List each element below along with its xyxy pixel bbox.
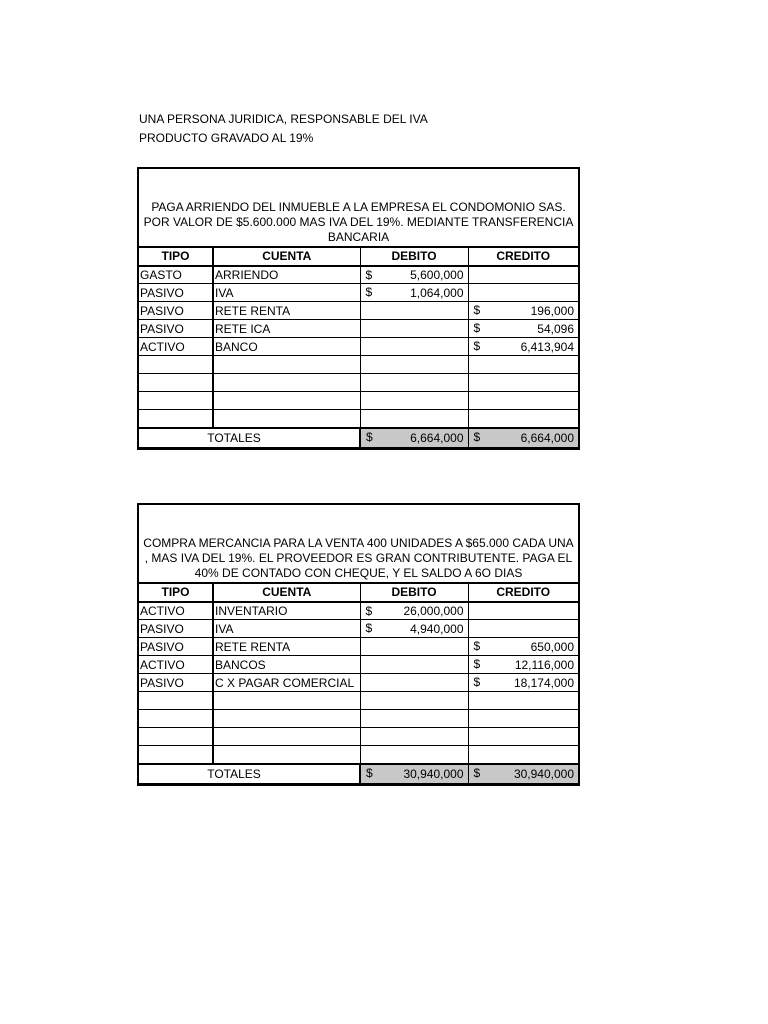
empty-row xyxy=(139,746,578,764)
cell-cuenta: RETE ICA xyxy=(213,320,360,338)
amount-value: 30,940,000 xyxy=(403,766,464,781)
cell-debito xyxy=(360,284,468,302)
cell-cuenta: BANCO xyxy=(213,338,360,356)
total-credito xyxy=(468,764,578,784)
cell-cuenta xyxy=(213,410,360,428)
cell-cuenta: INVENTARIO xyxy=(213,602,360,620)
cell-debito xyxy=(360,746,468,764)
column-header-cuenta: CUENTA xyxy=(213,248,360,266)
table-row xyxy=(139,302,578,320)
cell-credito xyxy=(468,338,578,356)
empty-row xyxy=(139,728,578,746)
header-row xyxy=(139,584,578,602)
cell-tipo xyxy=(139,710,213,728)
empty-row xyxy=(139,356,578,374)
cell-tipo: ACTIVO xyxy=(139,656,213,674)
cell-debito xyxy=(360,692,468,710)
cell-credito xyxy=(468,374,578,392)
cell-cuenta: IVA xyxy=(213,620,360,638)
column-header-credito: CREDITO xyxy=(468,584,578,602)
journal-table xyxy=(139,247,578,448)
totals-row xyxy=(139,428,578,448)
cell-cuenta xyxy=(213,746,360,764)
empty-row xyxy=(139,710,578,728)
cell-cuenta: RETE RENTA xyxy=(213,302,360,320)
column-header-debito: DEBITO xyxy=(360,248,468,266)
journal-table xyxy=(139,583,578,784)
journal-entry-2 xyxy=(137,503,580,786)
empty-row xyxy=(139,392,578,410)
journal-description: COMPRA MERCANCIA PARA LA VENTA 400 UNIDADES A $65.000 CADA UNA , MAS IVA DEL 19%. EL PROVEEDOR ES GRAN CONTRIBUTENTE. PAGA EL 40% DE CONTADO CON CHEQUE, Y EL SALDO A 6O DIAS xyxy=(139,505,578,583)
table-row xyxy=(139,674,578,692)
amount-value: 5,600,000 xyxy=(410,267,464,282)
currency-symbol: $ xyxy=(365,285,373,299)
currency-symbol: $ xyxy=(473,657,481,671)
table-row xyxy=(139,338,578,356)
cell-cuenta xyxy=(213,356,360,374)
cell-tipo xyxy=(139,356,213,374)
totals-label: TOTALES xyxy=(139,764,360,784)
cell-credito xyxy=(468,728,578,746)
cell-credito xyxy=(468,392,578,410)
cell-credito xyxy=(468,674,578,692)
cell-tipo: PASIVO xyxy=(139,620,213,638)
currency-symbol: $ xyxy=(473,303,481,317)
cell-cuenta: BANCOS xyxy=(213,656,360,674)
column-header-cuenta: CUENTA xyxy=(213,584,360,602)
table-row xyxy=(139,656,578,674)
total-credito xyxy=(468,428,578,448)
cell-debito xyxy=(360,710,468,728)
cell-credito xyxy=(468,602,578,620)
amount-value: 1,064,000 xyxy=(410,285,464,300)
column-header-credito: CREDITO xyxy=(468,248,578,266)
intro-text xyxy=(139,110,428,148)
journal-entry-1 xyxy=(137,167,580,450)
cell-debito xyxy=(360,410,468,428)
cell-cuenta: IVA xyxy=(213,284,360,302)
cell-tipo: PASIVO xyxy=(139,302,213,320)
cell-tipo xyxy=(139,746,213,764)
table-row xyxy=(139,620,578,638)
totals-label: TOTALES xyxy=(139,428,360,448)
empty-row xyxy=(139,374,578,392)
currency-symbol: $ xyxy=(473,765,481,780)
cell-debito xyxy=(360,656,468,674)
currency-symbol: $ xyxy=(366,429,373,444)
currency-symbol: $ xyxy=(473,321,481,335)
amount-value: 196,000 xyxy=(530,303,574,318)
cell-debito xyxy=(360,266,468,284)
cell-debito xyxy=(360,338,468,356)
amount-value: 6,664,000 xyxy=(520,430,574,445)
amount-value: 54,096 xyxy=(537,321,574,336)
cell-tipo: PASIVO xyxy=(139,638,213,656)
total-debito xyxy=(360,428,468,448)
cell-credito xyxy=(468,656,578,674)
cell-cuenta xyxy=(213,710,360,728)
empty-row xyxy=(139,692,578,710)
cell-credito xyxy=(468,638,578,656)
cell-debito xyxy=(360,374,468,392)
cell-credito xyxy=(468,410,578,428)
currency-symbol: $ xyxy=(366,765,373,780)
cell-cuenta xyxy=(213,692,360,710)
cell-tipo: ACTIVO xyxy=(139,602,213,620)
cell-credito xyxy=(468,320,578,338)
amount-value: 6,664,000 xyxy=(410,430,464,445)
currency-symbol: $ xyxy=(365,621,373,635)
total-debito xyxy=(360,764,468,784)
cell-debito xyxy=(360,674,468,692)
amount-value: 12,116,000 xyxy=(514,657,574,672)
cell-debito xyxy=(360,392,468,410)
journal-description: PAGA ARRIENDO DEL INMUEBLE A LA EMPRESA EL CONDOMONIO SAS. POR VALOR DE $5.600.000 MAS IVA DEL 19%. MEDIANTE TRANSFERENCIA BANCARIA xyxy=(139,169,578,247)
totals-row xyxy=(139,764,578,784)
cell-debito xyxy=(360,602,468,620)
cell-tipo: GASTO xyxy=(139,266,213,284)
table-row xyxy=(139,602,578,620)
amount-value: 18,174,000 xyxy=(513,675,574,690)
amount-value: 4,940,000 xyxy=(410,621,464,636)
currency-symbol: $ xyxy=(365,267,373,282)
table-row xyxy=(139,320,578,338)
cell-credito xyxy=(468,710,578,728)
cell-tipo: PASIVO xyxy=(139,320,213,338)
currency-symbol: $ xyxy=(473,339,481,353)
cell-debito xyxy=(360,728,468,746)
cell-debito xyxy=(360,638,468,656)
cell-tipo xyxy=(139,392,213,410)
cell-credito xyxy=(468,356,578,374)
cell-cuenta xyxy=(213,392,360,410)
cell-tipo xyxy=(139,374,213,392)
cell-cuenta xyxy=(213,374,360,392)
currency-symbol: $ xyxy=(365,603,373,618)
cell-credito xyxy=(468,302,578,320)
cell-cuenta: C X PAGAR COMERCIAL xyxy=(213,674,360,692)
cell-cuenta: ARRIENDO xyxy=(213,266,360,284)
table-row xyxy=(139,284,578,302)
currency-symbol: $ xyxy=(473,639,481,653)
cell-tipo xyxy=(139,728,213,746)
column-header-debito: DEBITO xyxy=(360,584,468,602)
cell-tipo xyxy=(139,692,213,710)
cell-tipo xyxy=(139,410,213,428)
cell-credito xyxy=(468,284,578,302)
column-header-tipo: TIPO xyxy=(139,248,213,266)
empty-row xyxy=(139,410,578,428)
cell-debito xyxy=(360,620,468,638)
amount-value: 6,413,904 xyxy=(520,339,574,354)
cell-credito xyxy=(468,620,578,638)
amount-value: 26,000,000 xyxy=(403,603,464,618)
column-header-tipo: TIPO xyxy=(139,584,213,602)
cell-tipo: ACTIVO xyxy=(139,338,213,356)
header-row xyxy=(139,248,578,266)
cell-credito xyxy=(468,266,578,284)
cell-cuenta xyxy=(213,728,360,746)
cell-credito xyxy=(468,746,578,764)
cell-debito xyxy=(360,356,468,374)
amount-value: 30,940,000 xyxy=(513,766,574,781)
table-row xyxy=(139,638,578,656)
table-row xyxy=(139,266,578,284)
cell-credito xyxy=(468,692,578,710)
cell-tipo: PASIVO xyxy=(139,284,213,302)
amount-value: 650,000 xyxy=(530,639,574,654)
intro-line-1: UNA PERSONA JURIDICA, RESPONSABLE DEL IVA xyxy=(139,112,428,126)
intro-line-2: PRODUCTO GRAVADO AL 19% xyxy=(139,131,314,145)
currency-symbol: $ xyxy=(473,429,481,444)
cell-tipo: PASIVO xyxy=(139,674,213,692)
cell-debito xyxy=(360,302,468,320)
currency-symbol: $ xyxy=(473,675,481,689)
cell-debito xyxy=(360,320,468,338)
cell-cuenta: RETE RENTA xyxy=(213,638,360,656)
